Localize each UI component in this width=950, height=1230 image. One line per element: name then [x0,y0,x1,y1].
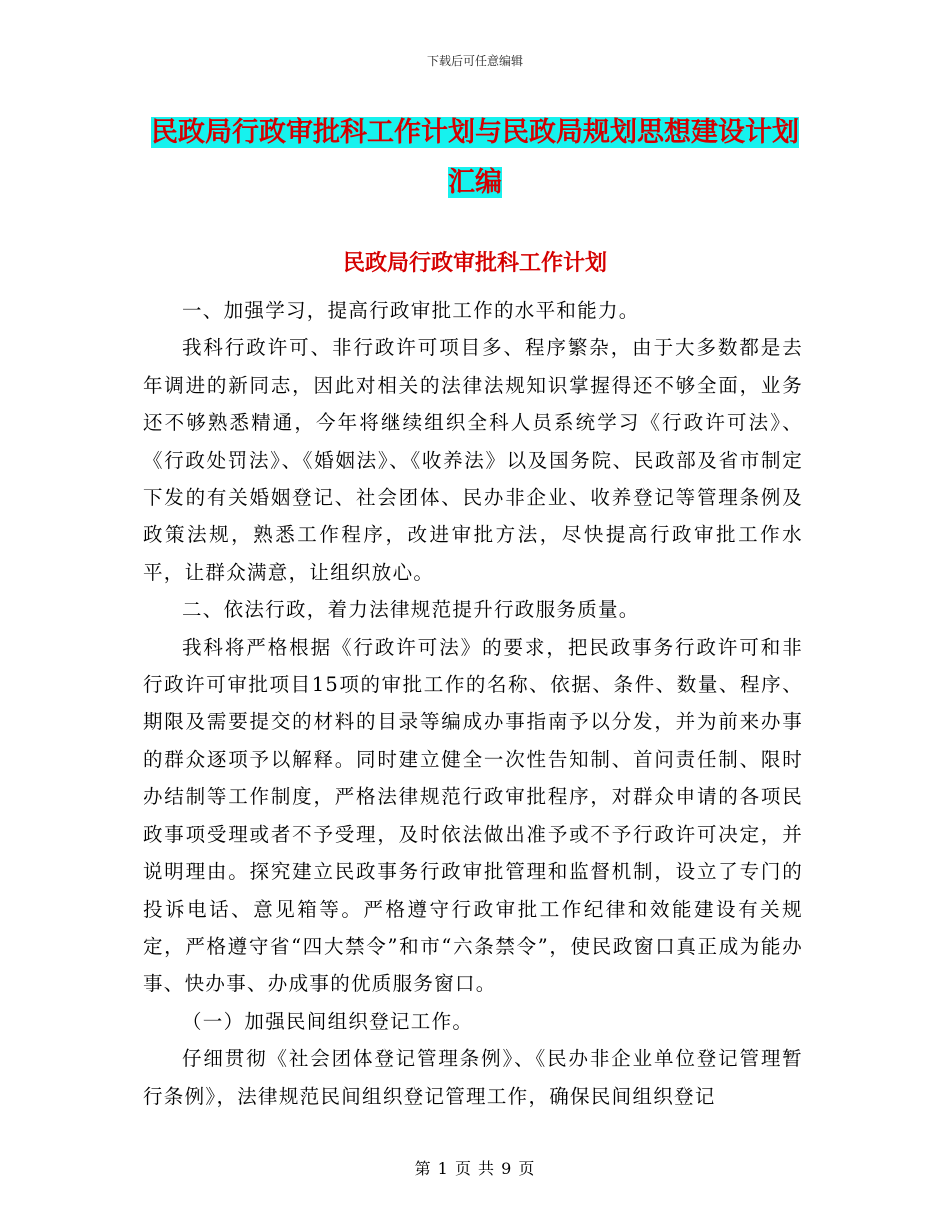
document-title [145,108,805,208]
page-header-note: 下载后可任意编辑 [426,54,523,68]
page-number: 第 1 页 共 9 页 [414,1159,536,1178]
paragraph: 我科将严格根据《行政许可法》的要求，把民政事务行政许可和非行政许可审批项目15项的审批工作的名称、依据、条件、数量、程序、期限及需要提交的材料的目录等编成办事指南予以分发，并为前来办事的群众逐项予以解释。同时建立健全一次性告知制、首问责任制、限时办结制等工作制度，严格法律规范行政审批程序，对群众申请的各项民政事项受理或者不予受理，及时依法做出准予或不予行政许可决定，并说明理由。探究建立民政事务行政审批管理和监督机制，设立了专门的投诉电话、意见箱等。严格遵守行政审批工作纪律和效能建设有关规定，严格遵守省“四大禁令”和市“六条禁令”，使民政窗口真正成为能办事、快办事、办成事的优质服务窗口。 [143,635,803,996]
paragraph: 仔细贯彻《社会团体登记管理条例》、《民办非企业单位登记管理暂行条例》，法律规范民间组织登记管理工作，确保民间组织登记 [143,1047,803,1108]
paragraph: 一、加强学习，提高行政审批工作的水平和能力。 [182,299,640,322]
paragraph: 我科行政许可、非行政许可项目多、程序繁杂，由于大多数都是去年调进的新同志，因此对相关的法律法规知识掌握得还不够全面，业务还不够熟悉精通，今年将继续组织全科人员系统学习《行政许可法》、《行政处罚法》、《婚姻法》、《收养法》以及国务院、民政部及省市制定下发的有关婚姻登记、社会团体、民办非企业、收养登记等管理条例及政策法规，熟悉工作程序，改进审批方法，尽快提高行政审批工作水平，让群众满意，让组织放心。 [143,336,803,584]
paragraph: 二、依法行政，着力法律规范提升行政服务质量。 [182,598,640,622]
document-body [143,292,803,1115]
section-title: 民政局行政审批科工作计划 [342,250,607,276]
document-title-text: 民政局行政审批科工作计划与民政局规划思想建设计划汇编 [151,117,799,198]
paragraph: （一）加强民间组织登记工作。 [182,1009,474,1033]
